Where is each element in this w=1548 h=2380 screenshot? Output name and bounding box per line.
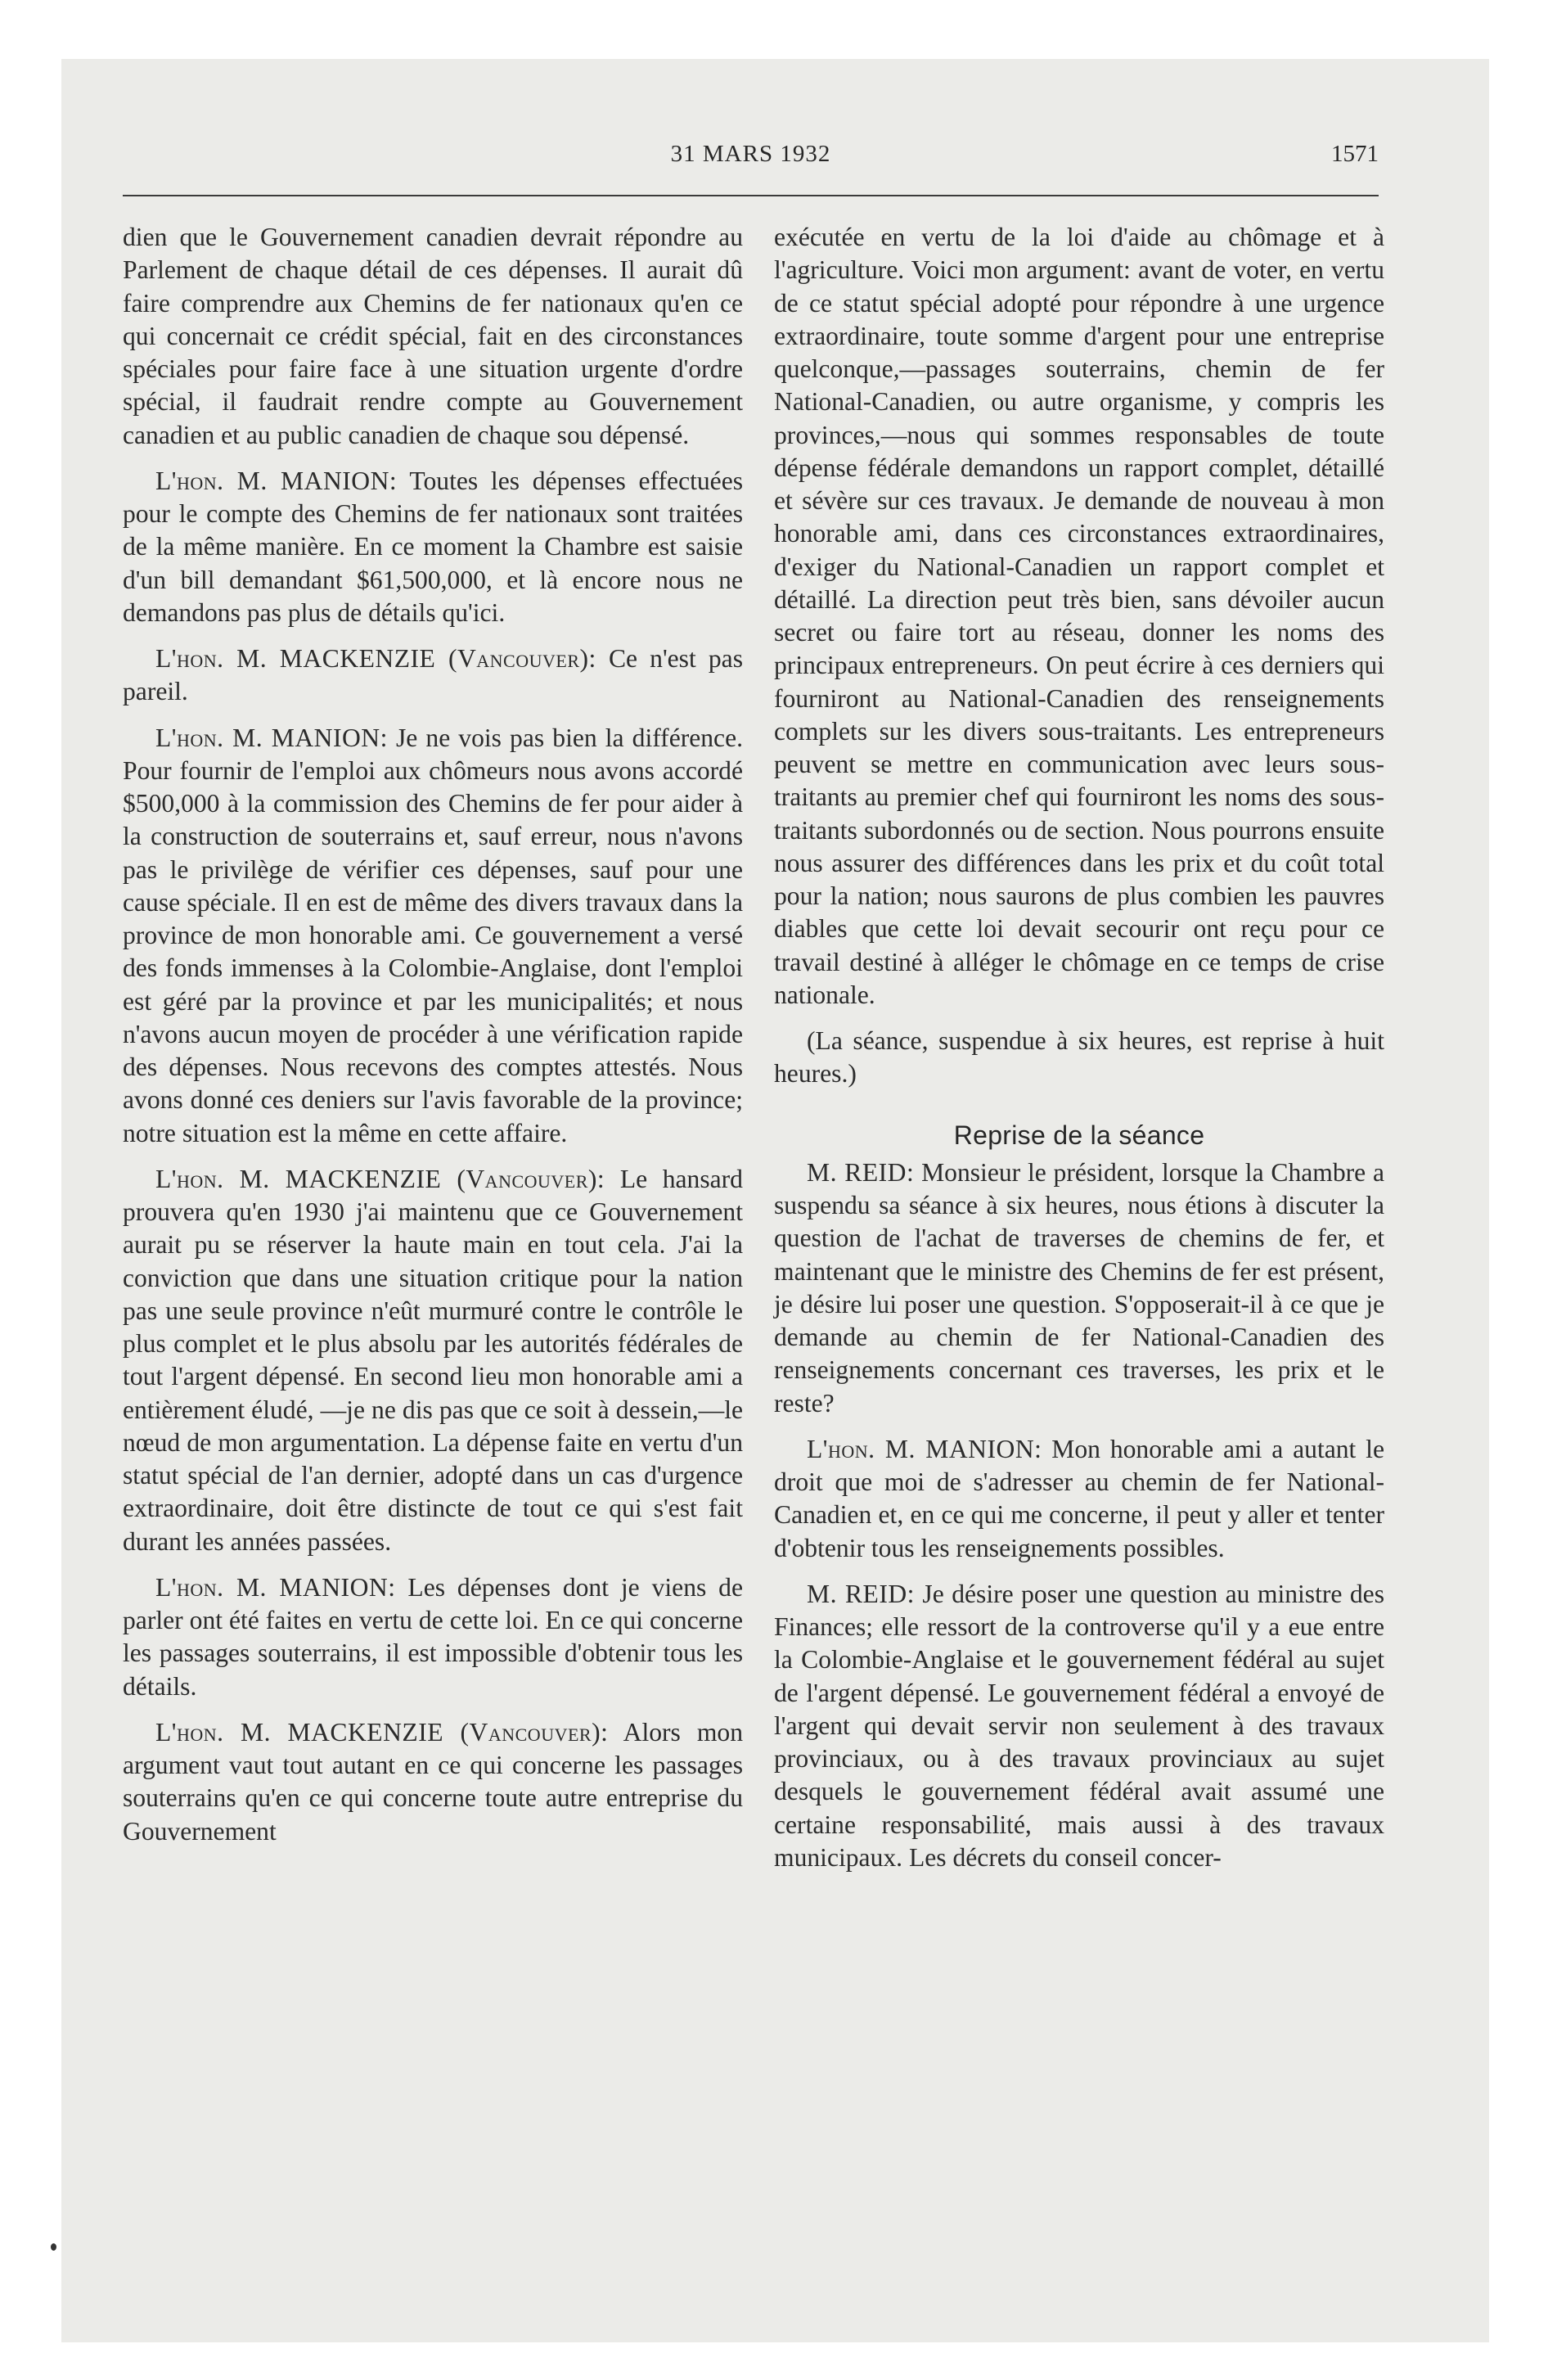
paragraph (774, 221, 1384, 1012)
speaker-name: M. REID: (807, 1579, 915, 1608)
header-rule (123, 195, 1379, 196)
speaker-name: L'hon. M. MACKENZIE (Vancouver): (155, 644, 596, 673)
paragraph (123, 722, 743, 1150)
paragraph (123, 642, 743, 709)
paragraph (123, 1163, 743, 1558)
paragraph-text: Le hansard prouvera qu'en 1930 j'ai maintenu que ce Gouvernement aurait pu se réserver la haute main en tout cela. J'ai la conviction que dans une situation critique pour la nation pas une seule province n'eût murmuré contre le contrôle le plus complet et le plus absolu par les autorités fédérales de tout l'argent dépensé. En second lieu mon honorable ami a entièrement éludé, —je ne dis pas que ce soit à dessein,—le nœud de mon argumentation. La dépense faite en vertu d'un statut spécial de l'an dernier, adopté dans un cas d'urgence extraordinaire, doit être distincte de tout ce qui s'est fait durant les années passées. (123, 1164, 743, 1556)
speaker-name: L'hon. M. MANION: (155, 723, 388, 752)
page-number: 1571 (1331, 141, 1379, 167)
paragraph-text: Monsieur le président, lorsque la Chambre a suspendu sa séance à six heures, nous étions à discuter la question de l'achat de traverses de chemins de fer, et maintenant que le ministre des Chemins de fer est présent, je désire lui poser une question. S'opposerait-il à ce que je demande au chemin de fer National-Canadien des renseignements concernant ces traverses, les prix et le reste? (774, 1157, 1385, 1418)
paragraph-text: Je désire poser une question au ministre des Finances; elle ressort de la controverse qu'il y a eue entre la Colombie-Anglaise et le gouvernement fédéral au sujet de l'argent dépensé. Le gouvernement fédéral a envoyé de l'argent qui devait servir non seulement à des travaux provinciaux, ou à des travaux provinciaux au sujet desquels le gouvernement fédéral avait assumé une certaine responsabilité, mais aussi à des travaux municipaux. Les décrets du conseil concer- (774, 1579, 1385, 1872)
speaker-name: L'hon. M. MANION: (807, 1434, 1042, 1463)
paragraph-text: Les dépenses dont je viens de parler ont été faites en vertu de cette loi. En ce qui concerne les passages souterrains, il est impossible d'obtenir tous les détails. (123, 1572, 743, 1701)
left-column (123, 221, 743, 1848)
section-heading: Reprise de la séance (953, 1120, 1205, 1150)
paragraph-text: Alors mon argument vaut tout autant en ce qui concerne les passages souterrains qu'en ce qui concerne toute autre entreprise du Gouvernement (123, 1717, 743, 1846)
paragraph-text: Je ne vois pas bien la différence. Pour fournir de l'emploi aux chômeurs nous avons accordé $500,000 à la commission des Chemins de fer pour aider à la construction de souterrains et, sauf erreur, nous n'avons pas le privilège de vérifier ces dépenses, sauf pour une cause spéciale. Il en est de même des divers travaux dans la province de mon honorable ami. Ce gouvernement a versé des fonds immenses à la Colombie-Anglaise, dont l'emploi est géré par la province et par les municipalités; et nous n'avons aucun moyen de procéder à une vérification rapide des dépenses. Nous recevons des comptes attestés. Nous avons donné ces deniers sur l'avis favorable de la province; notre situation est la même en cette affaire. (123, 723, 743, 1147)
paragraph (123, 465, 743, 629)
speaker-name: L'hon. M. MACKENZIE (Vancouver): (155, 1717, 609, 1747)
speaker-name: M. REID: (807, 1157, 915, 1187)
paragraph-text: Mon honorable ami a autant le droit que moi de s'adresser au chemin de fer National-Canadien et, en ce qui me concerne, il peut y aller et tenter d'obtenir tous les renseignements possibles. (774, 1434, 1384, 1562)
paragraph-text: dien que le Gouvernement canadien devrait répondre au Parlement de chaque détail de ces dépenses. Il aurait dû faire comprendre aux Chemins de fer nationaux qu'en ce qui concernait ce crédit spécial, fait en des circonstances spéciales pour faire face à une situation urgente d'ordre spécial, il faudrait rendre compte au Gouvernement canadien et au public canadien de chaque sou dépensé. (123, 223, 743, 449)
paragraph (774, 1025, 1384, 1091)
paragraph (123, 1716, 743, 1848)
speaker-name: L'hon. M. MANION: (155, 466, 398, 495)
right-column (774, 221, 1384, 1874)
page-header (123, 141, 1379, 174)
page-date: 31 MARS 1932 (670, 141, 831, 167)
paragraph-text: exécutée en vertu de la loi d'aide au chômage et à l'agriculture. Voici mon argument: avant de voter, en vertu de ce statut spécial adopté pour répondre à une urgence extraordinaire, toute somme d'argent pour une entreprise quelconque,—passages souterrains, chemin de fer National-Canadien, ou autre organisme, y compris les provinces,—nous qui sommes responsables de toute dépense fédérale demandons un rapport complet, détaillé et sévère sur ces travaux. Je demande de nouveau à mon honorable ami, dans ces circonstances extraordinaires, d'exiger du National-Canadien un rapport complet et détaillé. La direction peut très bien, sans dévoiler aucun secret ou faire tort au réseau, donner les noms des principaux entrepreneurs. On peut écrire à ces derniers qui fourniront au National-Canadien des renseignements complets sur les divers sous-traitants. Les entrepreneurs peuvent se mettre en communication avec leurs sous-traitants au premier chef qui fourniront les noms des sous-traitants subordonnés ou de section. Nous pourrons ensuite nous assurer des différences dans les prix et du coût total pour la nation; nous saurons de plus combien les pauvres diables que cette loi devait secourir ont reçu pour ce travail destiné à alléger le chômage en ce temps de crise nationale. (774, 223, 1384, 1009)
paragraph-text: Toutes les dépenses effectuées pour le compte des Chemins de fer nationaux sont traitées de la même manière. En ce moment la Chambre est saisie d'un bill demandant $61,500,000, et là encore nous ne demandons pas plus de détails qu'ici. (123, 466, 744, 627)
paragraph (774, 1156, 1384, 1420)
speaker-name: L'hon. M. MANION: (155, 1572, 396, 1602)
paragraph (123, 1571, 743, 1703)
paragraph-text: (La séance, suspendue à six heures, est reprise à huit heures.) (774, 1026, 1384, 1089)
ink-spot (51, 2243, 56, 2251)
speaker-name: L'hon. M. MACKENZIE (Vancouver): (155, 1164, 605, 1193)
paragraph (123, 221, 743, 452)
paragraph (774, 1433, 1384, 1565)
paragraph (774, 1578, 1384, 1874)
paragraph-text: Ce n'est pas pareil. (123, 644, 743, 706)
